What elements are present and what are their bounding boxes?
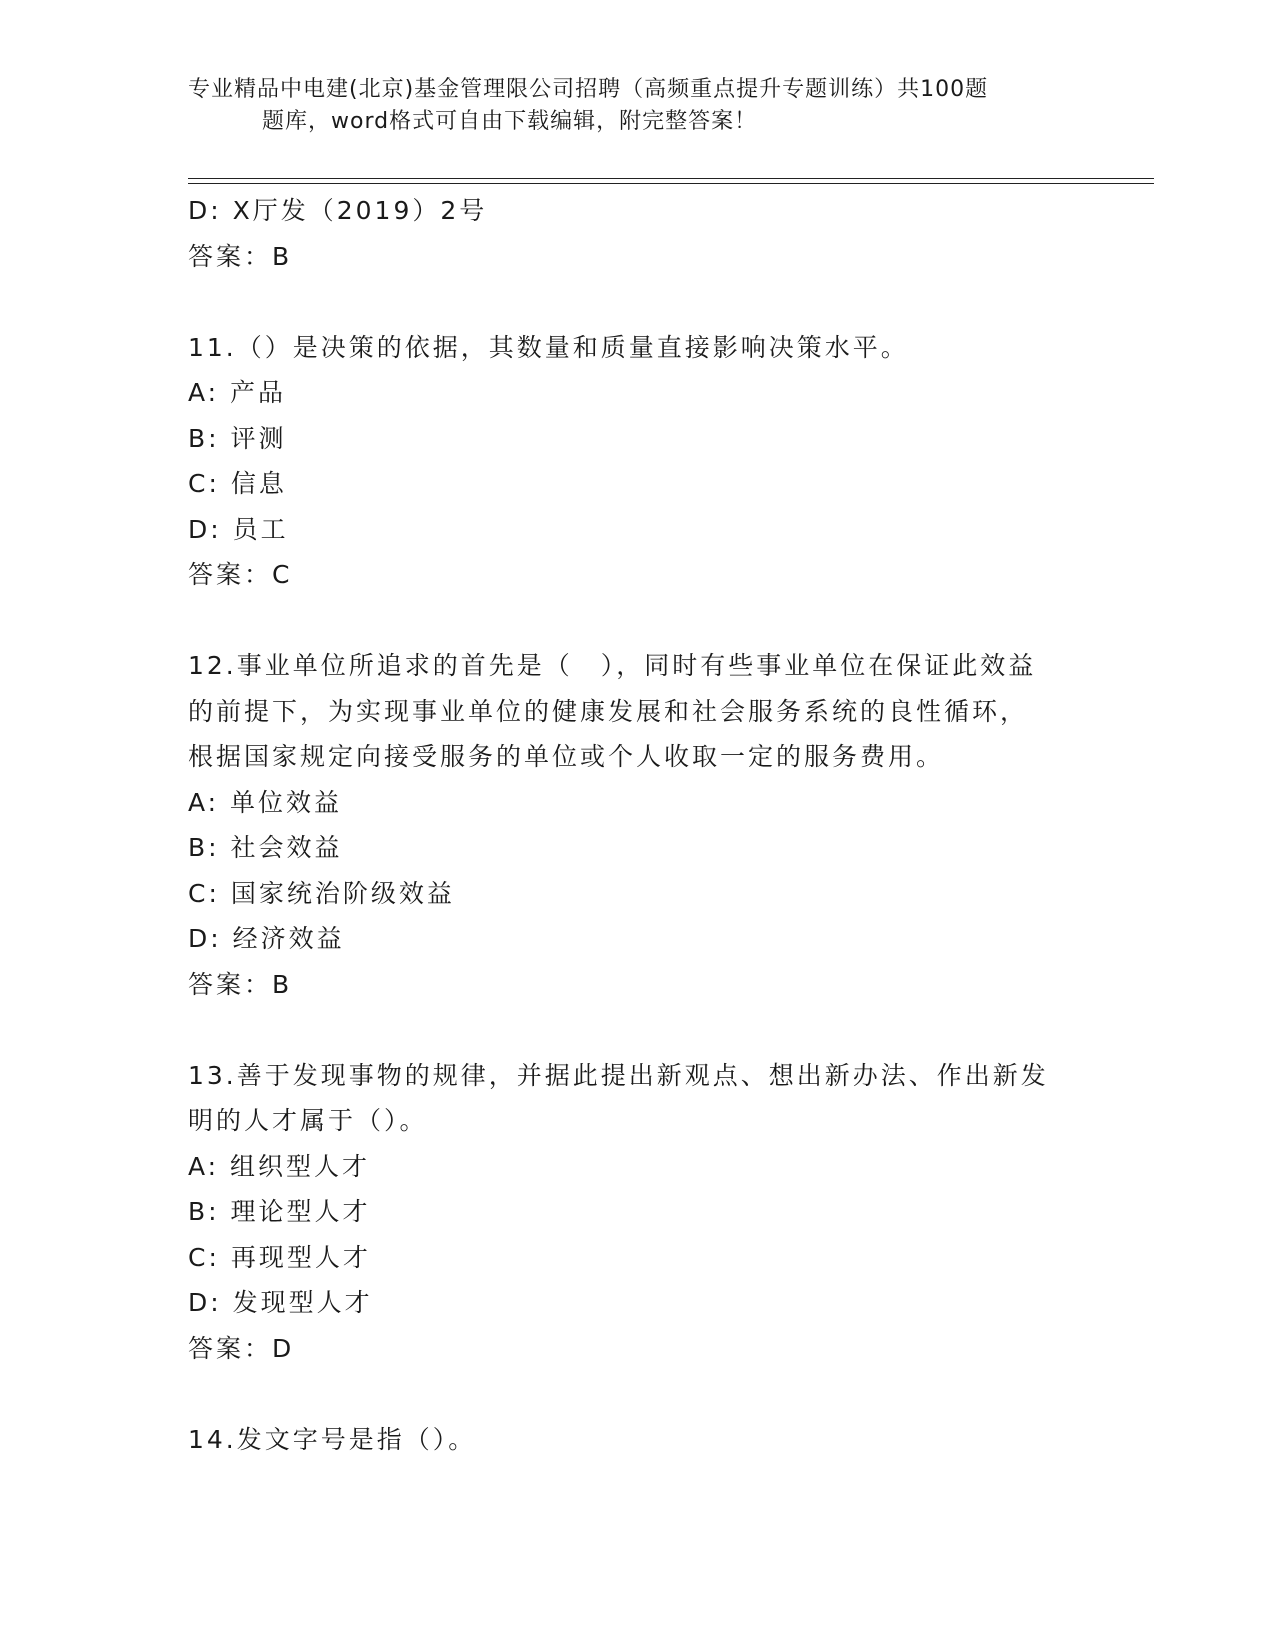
question-12-stem-line2: 的前提下，为实现事业单位的健康发展和社会服务系统的良性循环， — [188, 696, 1029, 726]
question-13-stem-line2: 明的人才属于（）。 — [188, 1106, 428, 1135]
question-list — [188, 188, 1088, 1462]
header-title-line1: 专业精品中电建(北京)基金管理限公司招聘（高频重点提升专题训练）共100题 — [188, 77, 989, 102]
question-13-option-b: B: 理论型人才 — [188, 1197, 371, 1226]
header-title-line2: 题库，word格式可自由下载编辑，附完整答案！ — [262, 109, 758, 134]
question-13-stem-line1: 13.善于发现事物的规律，并据此提出新观点、想出新办法、作出新发 — [188, 1060, 1049, 1090]
question-12 — [188, 643, 1088, 1007]
question-12-option-a: A: 单位效益 — [188, 787, 343, 817]
question-13 — [188, 1053, 1088, 1372]
question-11 — [188, 325, 1088, 598]
question-12-option-b: B: 社会效益 — [188, 833, 343, 862]
question-12-stem-line3: 根据国家规定向接受服务的单位或个人收取一定的服务费用。 — [188, 742, 945, 771]
spacer — [188, 598, 1088, 644]
question-12-stem-line1: 12.事业单位所追求的首先是（ ），同时有些事业单位在保证此效益 — [188, 651, 1037, 680]
question-12-answer: 答案：B — [188, 969, 293, 999]
document-header — [188, 74, 1088, 138]
question-12-option-c: C: 国家统治阶级效益 — [188, 878, 455, 908]
question-13-option-c: C: 再现型人才 — [188, 1242, 371, 1272]
header-divider-top — [188, 178, 1154, 179]
question-11-option-d: D: 员工 — [188, 514, 289, 544]
question-10-answer: 答案：B — [188, 241, 293, 271]
question-11-answer: 答案：C — [188, 560, 293, 589]
spacer — [188, 279, 1088, 325]
spacer — [188, 1007, 1088, 1053]
question-11-option-c: C: 信息 — [188, 469, 287, 498]
question-11-option-b: B: 评测 — [188, 423, 287, 453]
question-13-option-a: A: 组织型人才 — [188, 1151, 371, 1181]
question-10-option-d: D: X厅发（2019）2号 — [188, 196, 488, 225]
question-11-stem: 11.（）是决策的依据，其数量和质量直接影响决策水平。 — [188, 332, 909, 362]
question-12-option-d: D: 经济效益 — [188, 924, 345, 953]
question-14-stem: 14.发文字号是指（）。 — [188, 1424, 477, 1454]
question-13-option-d: D: 发现型人才 — [188, 1288, 373, 1317]
question-11-option-a: A: 产品 — [188, 378, 287, 407]
question-14 — [188, 1417, 1088, 1463]
header-divider-bottom — [188, 183, 1154, 184]
question-13-answer: 答案：D — [188, 1333, 295, 1363]
spacer — [188, 1371, 1088, 1417]
